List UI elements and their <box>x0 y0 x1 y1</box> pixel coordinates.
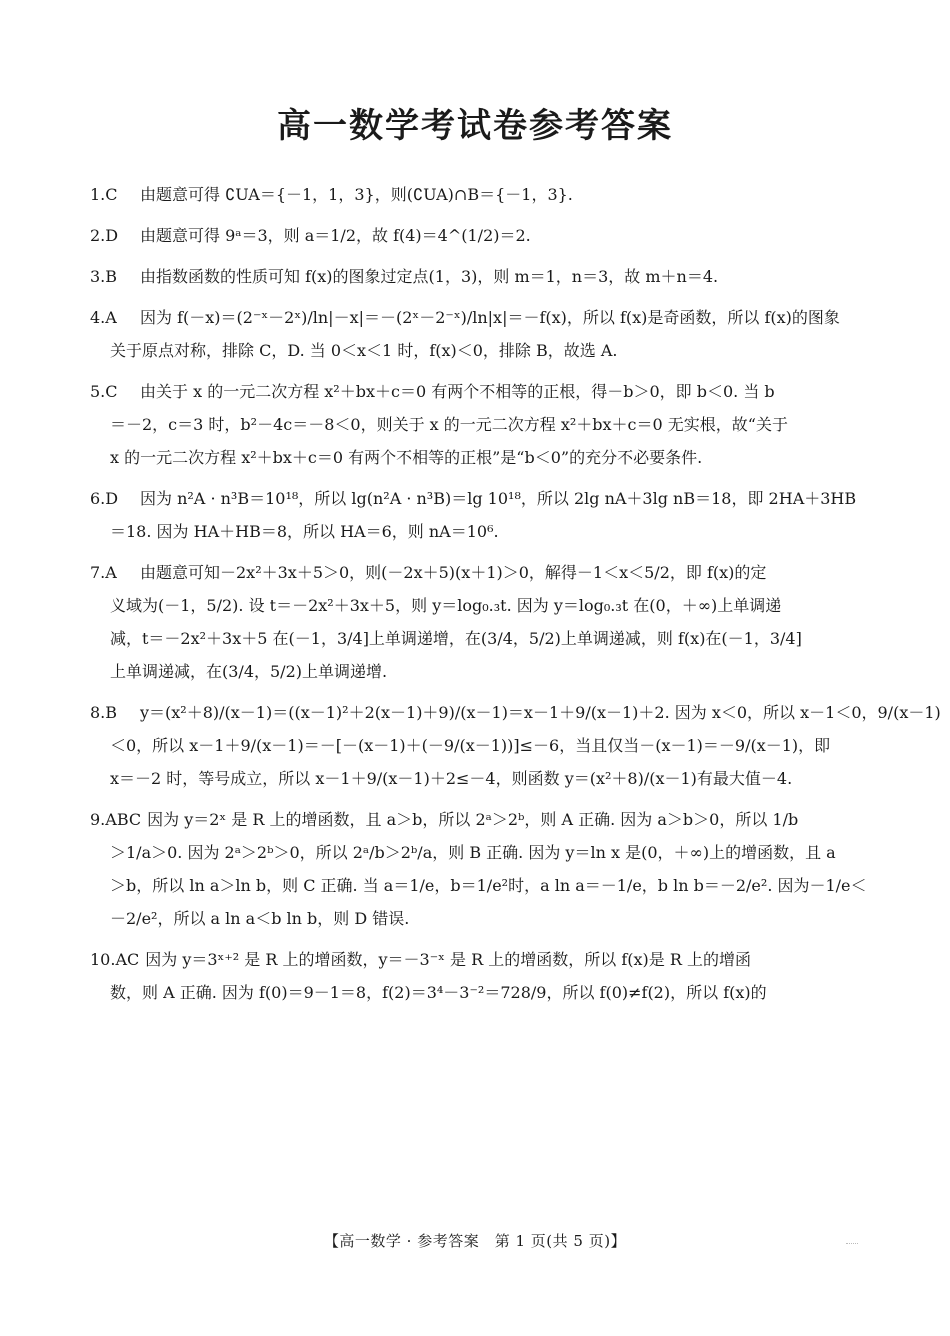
explanation-text: 由题意可得 9ᵃ＝3，则 a＝1/2，故 f(4)＝4^(1/2)＝2. <box>140 226 531 245</box>
answer-line <box>90 334 862 367</box>
question-number <box>90 219 140 252</box>
question-item <box>90 556 862 688</box>
question-index: 7. <box>90 563 106 582</box>
question-item <box>90 301 862 367</box>
explanation-text: 义域为(－1，5/2). 设 t＝－2x²＋3x＋5，则 y＝log₀.₃t. 因为 y＝log₀.₃t 在(0，＋∞)上单调递 <box>110 596 782 615</box>
question-item <box>90 375 862 474</box>
question-item <box>90 696 941 795</box>
answer-line <box>90 762 862 795</box>
question-index: 4. <box>90 308 106 327</box>
explanation-text: 因为 f(－x)＝(2⁻ˣ－2ˣ)/ln|－x|＝－(2ˣ－2⁻ˣ)/ln|x|＝－f(x)，所以 f(x)是奇函数，所以 f(x)的图象 <box>140 308 840 327</box>
answer-line <box>90 803 862 836</box>
question-index: 10. <box>90 950 116 969</box>
answer-choice: D <box>105 489 119 508</box>
question-number <box>90 375 140 408</box>
answer-choice: ABC <box>105 810 142 829</box>
explanation-text: ＜0，所以 x－1＋9/(x－1)＝－[－(x－1)＋(－9/(x－1))]≤－6，当且仅当－(x－1)＝－9/(x－1)，即 <box>110 736 831 755</box>
explanation-text: 关于原点对称，排除 C，D. 当 0＜x＜1 时，f(x)＜0，排除 B，故选 A. <box>110 341 618 360</box>
explanation-text: x 的一元二次方程 x²＋bx＋c＝0 有两个不相等的正根”是“b＜0”的充分不必要条件. <box>110 448 703 467</box>
answer-line <box>90 219 862 252</box>
explanation-text: 数，则 A 正确. 因为 f(0)＝9－1＝8，f(2)＝3⁴－3⁻²＝728/9，所以 f(0)≠f(2)，所以 f(x)的 <box>110 983 767 1002</box>
explanation-text: 由指数函数的性质可知 f(x)的图象过定点(1，3)，则 m＝1，n＝3，故 m＋n＝4. <box>140 267 719 286</box>
answer-choice: A <box>105 308 117 327</box>
question-number <box>90 482 140 515</box>
explanation-text: ＝18. 因为 HA＋HB＝8，所以 HA＝6，则 nA＝10⁶. <box>110 522 499 541</box>
answer-line <box>90 178 862 211</box>
question-index: 9. <box>90 810 106 829</box>
answer-line <box>90 902 862 935</box>
answer-line <box>90 836 862 869</box>
answer-line <box>90 729 862 762</box>
answer-line <box>90 408 862 441</box>
answer-line <box>90 556 862 589</box>
explanation-text: 因为 y＝3ˣ⁺² 是 R 上的增函数，y＝－3⁻ˣ 是 R 上的增函数，所以 f(x)是 R 上的增函 <box>145 950 751 969</box>
answer-choice: B <box>105 703 118 722</box>
answer-list <box>90 178 941 1017</box>
answer-line <box>90 515 862 548</box>
answer-line <box>90 441 862 474</box>
page-title: 高一数学考试卷参考答案 <box>277 106 673 146</box>
answer-choice: D <box>105 226 119 245</box>
explanation-text: 因为 y＝2ˣ 是 R 上的增函数，且 a＞b，所以 2ᵃ＞2ᵇ，则 A 正确. 因为 a＞b＞0，所以 1/b <box>147 810 799 829</box>
answer-choice: AC <box>115 950 140 969</box>
question-item <box>90 803 867 935</box>
question-item <box>90 482 862 548</box>
explanation-text: ＞b，所以 ln a＞ln b，则 C 正确. 当 a＝1/e，b＝1/e²时，a ln a＝－1/e，b ln b＝－2/e². 因为－1/e＜ <box>110 876 867 895</box>
question-item <box>90 260 862 293</box>
question-index: 3. <box>90 267 106 286</box>
explanation-text: ＝－2，c＝3 时，b²－4c＝－8＜0，则关于 x 的一元二次方程 x²＋bx＋c＝0 无实根，故“关于 <box>110 415 788 434</box>
explanation-text: 由题意可知－2x²＋3x＋5＞0，则(－2x＋5)(x＋1)＞0，解得－1＜x＜5/2，即 f(x)的定 <box>140 563 767 582</box>
question-number <box>90 696 140 729</box>
answer-line <box>90 869 867 902</box>
question-item <box>90 178 862 211</box>
page-footer: 【高一数学 · 参考答案 第 1 页(共 5 页)】 <box>323 1232 627 1250</box>
answer-choice: A <box>105 563 117 582</box>
question-index: 8. <box>90 703 106 722</box>
answer-line <box>90 696 941 729</box>
question-number <box>90 556 140 589</box>
explanation-text: 由关于 x 的一元二次方程 x²＋bx＋c＝0 有两个不相等的正根，得－b＞0，即 b＜0. 当 b <box>140 382 775 401</box>
question-index: 2. <box>90 226 106 245</box>
question-number <box>90 803 147 836</box>
explanation-text: y＝(x²＋8)/(x－1)＝((x－1)²＋2(x－1)＋9)/(x－1)＝x－1＋9/(x－1)＋2. 因为 x＜0，所以 x－1＜0，9/(x－1) <box>140 703 941 722</box>
question-number <box>90 260 140 293</box>
corner-mark <box>846 1240 858 1244</box>
explanation-text: 因为 n²A · n³B＝10¹⁸，所以 lg(n²A · n³B)＝lg 10¹⁸，所以 2lg nA＋3lg nB＝18，即 2HA＋3HB <box>140 489 857 508</box>
question-item <box>90 219 862 252</box>
answer-line <box>90 655 862 688</box>
answer-line <box>90 589 862 622</box>
answer-choice: C <box>105 185 118 204</box>
explanation-text: －2/e²，所以 a ln a＜b ln b，则 D 错误. <box>110 909 410 928</box>
explanation-text: 上单调递减，在(3/4，5/2)上单调递增. <box>110 662 388 681</box>
question-index: 5. <box>90 382 106 401</box>
explanation-text: 减，t＝－2x²＋3x＋5 在(－1，3/4]上单调递增，在(3/4，5/2)上单调递减，则 f(x)在(－1，3/4] <box>110 629 802 648</box>
explanation-text: 由题意可得 ∁UA＝{－1，1，3}，则(∁UA)∩B＝{－1，3}. <box>140 185 573 204</box>
answer-line <box>90 301 862 334</box>
question-number <box>90 943 145 976</box>
answer-choice: B <box>105 267 118 286</box>
answer-line <box>90 260 862 293</box>
question-item <box>90 943 862 1009</box>
answer-line <box>90 943 862 976</box>
answer-choice: C <box>105 382 118 401</box>
answer-line <box>90 976 862 1009</box>
answer-line <box>90 622 862 655</box>
explanation-text: ＞1/a＞0. 因为 2ᵃ＞2ᵇ＞0，所以 2ᵃ/b＞2ᵇ/a，则 B 正确. 因为 y＝ln x 是(0，＋∞)上的增函数，且 a <box>110 843 836 862</box>
question-number <box>90 301 140 334</box>
answer-line <box>90 482 862 515</box>
question-index: 6. <box>90 489 106 508</box>
question-number <box>90 178 140 211</box>
answer-line <box>90 375 862 408</box>
question-index: 1. <box>90 185 106 204</box>
explanation-text: x＝－2 时，等号成立，所以 x－1＋9/(x－1)＋2≤－4，则函数 y＝(x²＋8)/(x－1)有最大值－4. <box>110 769 793 788</box>
